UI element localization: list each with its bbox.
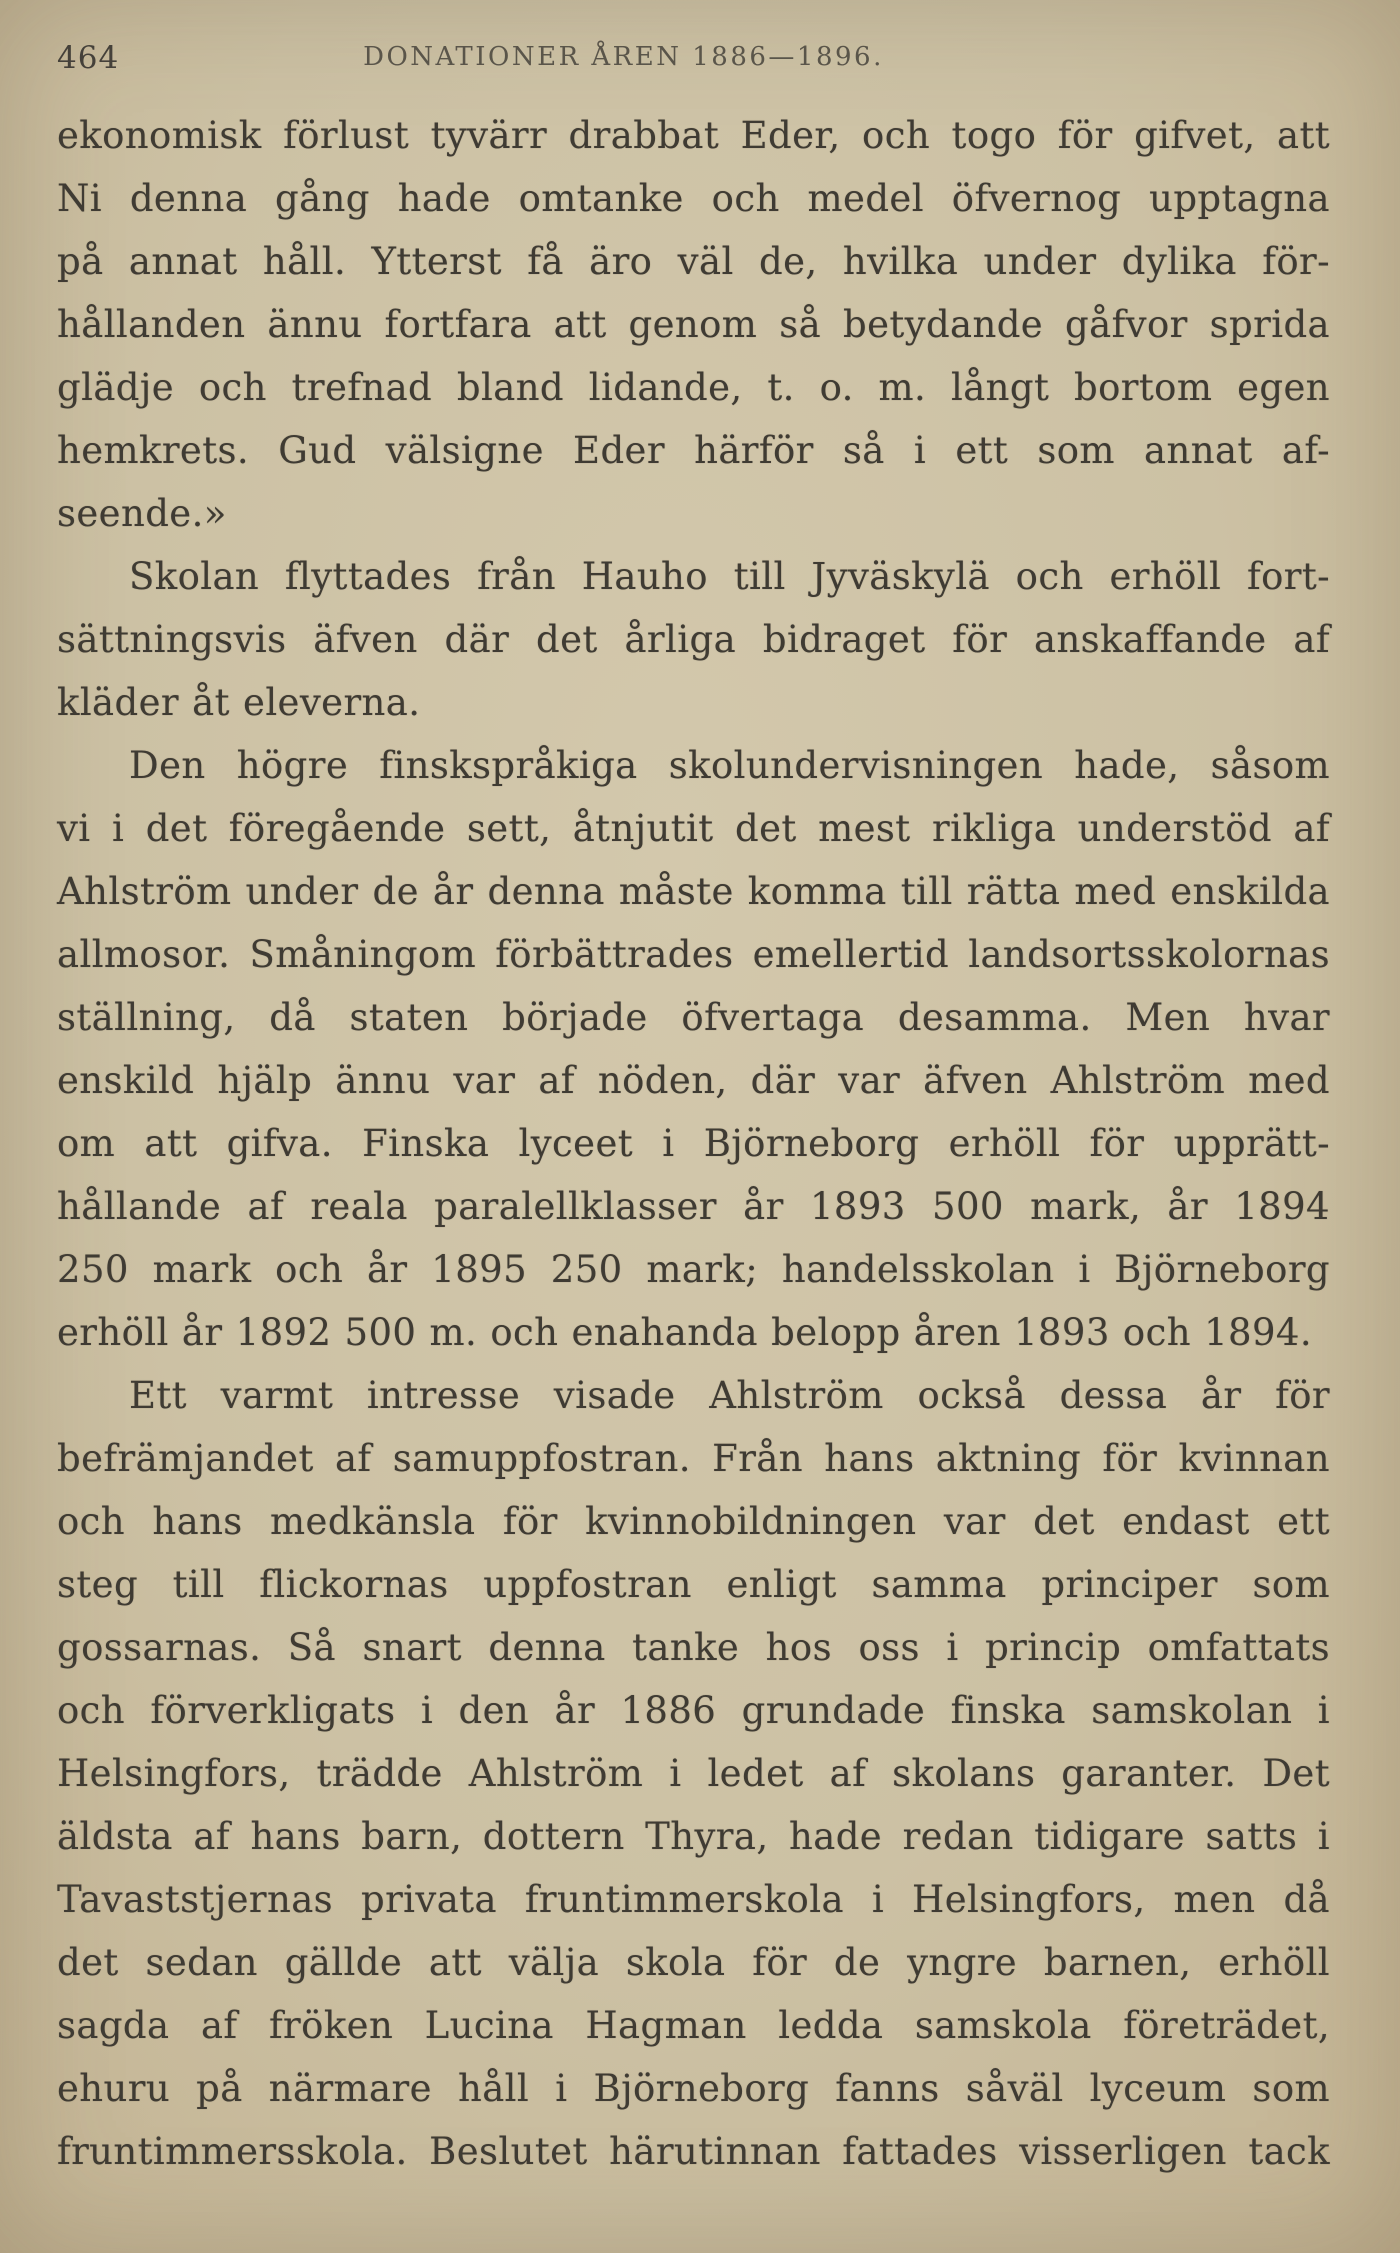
- text-line: gossarnas. Så snart denna tanke hos oss i princip omfattats: [57, 1626, 1330, 1669]
- text-line: sagda af fröken Lucina Hagman ledda samskola företrädet,: [57, 2004, 1330, 2047]
- page-number: 464: [57, 40, 120, 76]
- text-line: befrämjandet af samuppfostran. Från hans aktning för kvinnan: [57, 1437, 1330, 1480]
- text-line: erhöll år 1892 500 m. och enahanda belopp åren 1893 och 1894.: [57, 1311, 1313, 1354]
- text-line: Den högre finskspråkiga skolundervisningen hade, såsom: [129, 744, 1330, 787]
- text-line: ekonomisk förlust tyvärr drabbat Eder, och togo för gifvet, att: [57, 114, 1330, 157]
- text-line: Ahlström under de år denna måste komma till rätta med enskilda: [57, 870, 1330, 913]
- text-line: seende.»: [57, 492, 227, 535]
- text-line: glädje och trefnad bland lidande, t. o. m. långt bortom egen: [57, 366, 1330, 409]
- text-line: fruntimmersskola. Beslutet härutinnan fattades visserligen tack: [57, 2130, 1330, 2173]
- text-line: sättningsvis äfven där det årliga bidraget för anskaffande af: [57, 618, 1330, 661]
- text-line: det sedan gällde att välja skola för de yngre barnen, erhöll: [57, 1941, 1330, 1984]
- text-line: Ni denna gång hade omtanke och medel öfvernog upptagna: [57, 177, 1330, 220]
- text-line: Ett varmt intresse visade Ahlström också dessa år för: [129, 1374, 1330, 1417]
- text-line: enskild hjälp ännu var af nöden, där var äfven Ahlström med: [57, 1059, 1330, 1102]
- paragraph: [57, 104, 1330, 545]
- text-line: på annat håll. Ytterst få äro väl de, hvilka under dylika för-: [57, 240, 1330, 283]
- text-line: kläder åt eleverna.: [57, 681, 421, 724]
- text-line: hållande af reala paralellklasser år 1893 500 mark, år 1894: [57, 1185, 1330, 1228]
- text-line: ställning, då staten började öfvertaga desamma. Men hvar: [57, 996, 1330, 1039]
- text-line: om att gifva. Finska lyceet i Björneborg erhöll för upprätt-: [57, 1122, 1330, 1165]
- text-line: steg till flickornas uppfostran enligt samma principer som: [57, 1563, 1330, 1606]
- text-line: Helsingfors, trädde Ahlström i ledet af skolans garanter. Det: [57, 1752, 1330, 1795]
- text-line: hållanden ännu fortfara att genom så betydande gåfvor sprida: [57, 303, 1330, 346]
- paragraph: [57, 1364, 1330, 2183]
- running-header: DONATIONER ÅREN 1886—1896.: [363, 42, 884, 72]
- running-head-row: [57, 38, 1330, 84]
- text-block: [57, 104, 1330, 2183]
- text-line: 250 mark och år 1895 250 mark; handelsskolan i Björneborg: [57, 1248, 1330, 1291]
- text-line: och förverkligats i den år 1886 grundade finska samskolan i: [57, 1689, 1330, 1732]
- text-line: äldsta af hans barn, dottern Thyra, hade redan tidigare satts i: [57, 1815, 1330, 1858]
- text-line: Tavaststjernas privata fruntimmerskola i Helsingfors, men då: [57, 1878, 1330, 1921]
- text-line: Skolan flyttades från Hauho till Jyväskylä och erhöll fort-: [129, 555, 1330, 598]
- paragraph: [57, 545, 1330, 734]
- text-line: ehuru på närmare håll i Björneborg fanns såväl lyceum som: [57, 2067, 1330, 2110]
- text-line: hemkrets. Gud välsigne Eder härför så i ett som annat af-: [57, 429, 1330, 472]
- text-line: vi i det föregående sett, åtnjutit det mest rikliga understöd af: [57, 807, 1330, 850]
- text-line: allmosor. Småningom förbättrades emellertid landsortsskolornas: [57, 933, 1330, 976]
- text-line: och hans medkänsla för kvinnobildningen var det endast ett: [57, 1500, 1330, 1543]
- paragraph: [57, 734, 1330, 1364]
